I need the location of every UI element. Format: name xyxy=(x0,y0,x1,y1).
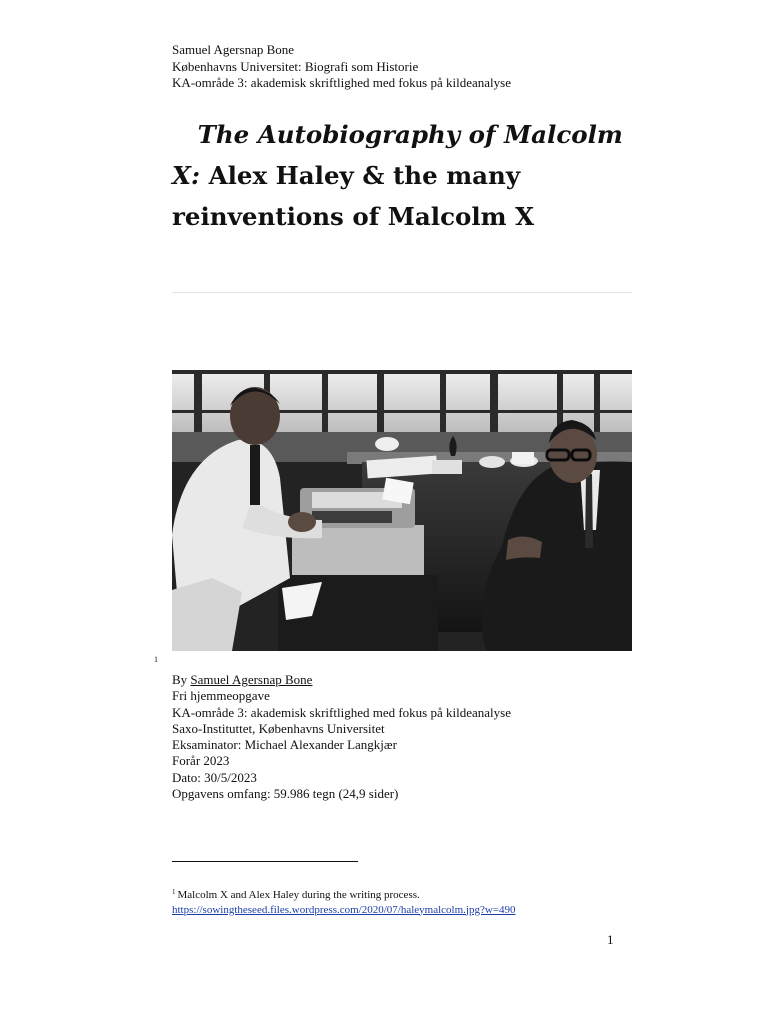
document-metadata xyxy=(172,672,511,802)
document-header xyxy=(172,42,511,92)
figure-footnote-marker: 1 xyxy=(154,655,158,664)
title-divider xyxy=(172,292,632,293)
footnote xyxy=(172,885,515,917)
author-line xyxy=(172,672,511,688)
title-regular: Alex Haley & the many reinventions of Malcolm X xyxy=(172,161,535,231)
institute: Saxo-Instituttet, Københavns Universitet xyxy=(172,720,385,736)
header-course: Københavns Universitet: Biografi som Historie xyxy=(172,58,419,74)
document-title xyxy=(172,114,642,237)
footnote-link[interactable]: https://sowingtheseed.files.wordpress.com/2020/07/haleymalcolm.jpg?w=490 xyxy=(172,903,516,916)
assignment-type: Fri hjemmeopgave xyxy=(172,688,270,704)
header-author: Samuel Agersnap Bone xyxy=(172,42,295,57)
footnote-number: 1 xyxy=(172,888,176,896)
by-prefix: By xyxy=(172,672,188,687)
scope: Opgavens omfang: 59.986 tegn (24,9 sider) xyxy=(172,786,399,802)
cover-photo xyxy=(172,370,632,651)
assignment-area: KA-område 3: akademisk skriftlighed med fokus på kildeanalyse xyxy=(172,704,511,720)
title-italic: The Autobiography of Malcolm X: xyxy=(172,120,623,190)
footnote-text-line xyxy=(172,885,515,903)
header-area: KA-område 3: akademisk skriftlighed med fokus på kildeanalyse xyxy=(172,75,511,90)
author-name: Samuel Agersnap Bone xyxy=(190,672,313,687)
footnote-text: Malcolm X and Alex Haley during the writing process. xyxy=(177,889,420,901)
semester: Forår 2023 xyxy=(172,753,230,769)
footnote-divider xyxy=(172,861,358,862)
page-number: 1 xyxy=(607,932,614,947)
date: Dato: 30/5/2023 xyxy=(172,769,257,785)
examiner: Eksaminator: Michael Alexander Langkjær xyxy=(172,737,397,753)
